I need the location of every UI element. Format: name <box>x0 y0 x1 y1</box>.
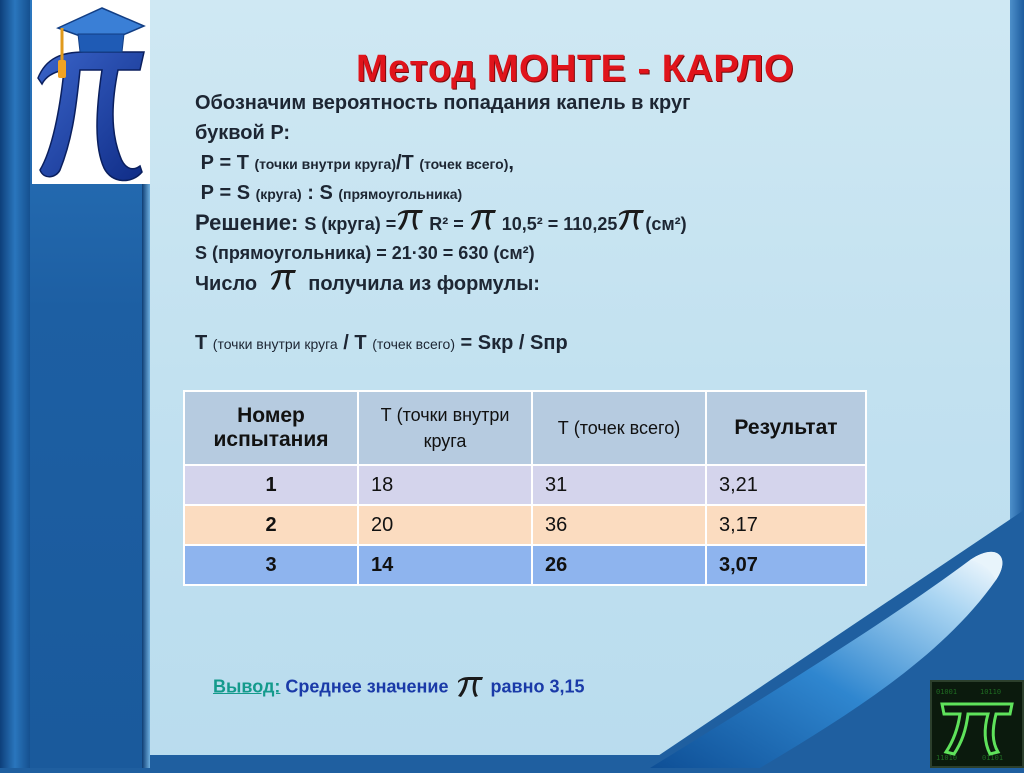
conclusion-text: равно 3,15 <box>485 676 585 697</box>
table-cell: 1 <box>184 465 358 505</box>
solution-label: Решение: <box>195 210 305 235</box>
table-cell: 26 <box>532 545 706 585</box>
pi-symbol-icon <box>396 208 424 241</box>
text-line-4 <box>195 178 835 208</box>
formula-note: (прямоугольника) <box>338 186 463 202</box>
text-line-2: буквой Р: <box>195 122 291 144</box>
pi-graduation-cap-icon <box>32 0 150 184</box>
formula-note: (круга) <box>255 186 302 202</box>
blank-line <box>195 298 835 328</box>
formula-part: Sпр <box>530 332 568 354</box>
results-table <box>183 390 867 586</box>
conclusion-label: Вывод: <box>213 676 281 697</box>
body-text <box>195 88 835 358</box>
formula-part: / <box>337 332 355 354</box>
table-cell: 2 <box>184 505 358 545</box>
table-row <box>184 505 866 545</box>
text-line-5 <box>195 208 835 238</box>
formula-part: Число <box>195 272 263 295</box>
formula-part: : S <box>301 182 339 204</box>
header-points-inside: Т (точки внутри круга <box>358 391 532 465</box>
svg-text:01101: 01101 <box>982 754 1004 762</box>
text-line-3 <box>195 148 835 178</box>
header-result: Результат <box>706 391 866 465</box>
table-row <box>184 465 866 505</box>
conclusion-text: Среднее значение <box>280 676 454 697</box>
formula-part: 10,5² = 110,25 <box>496 214 618 234</box>
pi-symbol-icon <box>454 673 486 702</box>
formula-part: S (круга) = <box>304 214 397 234</box>
text-line-8 <box>195 328 835 358</box>
formula-part: получила из формулы: <box>302 272 540 295</box>
svg-text:10110: 10110 <box>980 688 1002 696</box>
formula-note: (точки внутри круга <box>212 336 338 352</box>
header-trial-number: Номер испытания <box>184 391 358 465</box>
formula-part: Р = Т <box>200 152 255 174</box>
slide-title: Метод МОНТЕ - КАРЛО <box>356 48 795 90</box>
formula-part: = <box>455 332 478 354</box>
table-cell: 31 <box>532 465 706 505</box>
svg-text:11010: 11010 <box>936 754 958 762</box>
table-header-row <box>184 391 866 465</box>
header-points-total: Т (точек всего) <box>532 391 706 465</box>
formula-part: (см²) <box>645 214 687 234</box>
table-cell: 3,17 <box>706 505 866 545</box>
formula-part: Р = S <box>200 182 256 204</box>
formula-part: R² = <box>424 214 469 234</box>
table-row <box>184 545 866 585</box>
text-line-1: Обозначим вероятность попадания капель в круг <box>195 92 691 114</box>
table-cell: 3 <box>184 545 358 585</box>
formula-part: Т <box>354 332 373 354</box>
formula-part: / <box>513 332 531 354</box>
table-cell: 20 <box>358 505 532 545</box>
pi-symbol-icon <box>617 208 645 241</box>
table-cell: 18 <box>358 465 532 505</box>
pi-symbol-icon <box>469 208 497 241</box>
table-cell: 14 <box>358 545 532 585</box>
conclusion <box>213 673 585 702</box>
formula-part: /Т <box>396 152 420 174</box>
table-cell: 3,07 <box>706 545 866 585</box>
matrix-pi-icon <box>930 680 1024 768</box>
formula-note: (точек всего) <box>372 336 455 352</box>
formula-note: (точек всего) <box>419 156 509 172</box>
formula-part: Sкр <box>477 332 514 354</box>
left-decor-band <box>0 0 30 768</box>
table-cell: 36 <box>532 505 706 545</box>
svg-text:01001: 01001 <box>936 688 958 696</box>
formula-note: (точки внутри круга) <box>254 156 396 172</box>
pi-symbol-icon <box>263 268 303 301</box>
formula-part: Т <box>195 332 213 354</box>
formula-part: , <box>508 152 514 174</box>
text-line-6: S (прямоугольника) = 21·30 = 630 (см²) <box>195 243 535 263</box>
text-line-7 <box>195 268 835 298</box>
table-cell: 3,21 <box>706 465 866 505</box>
